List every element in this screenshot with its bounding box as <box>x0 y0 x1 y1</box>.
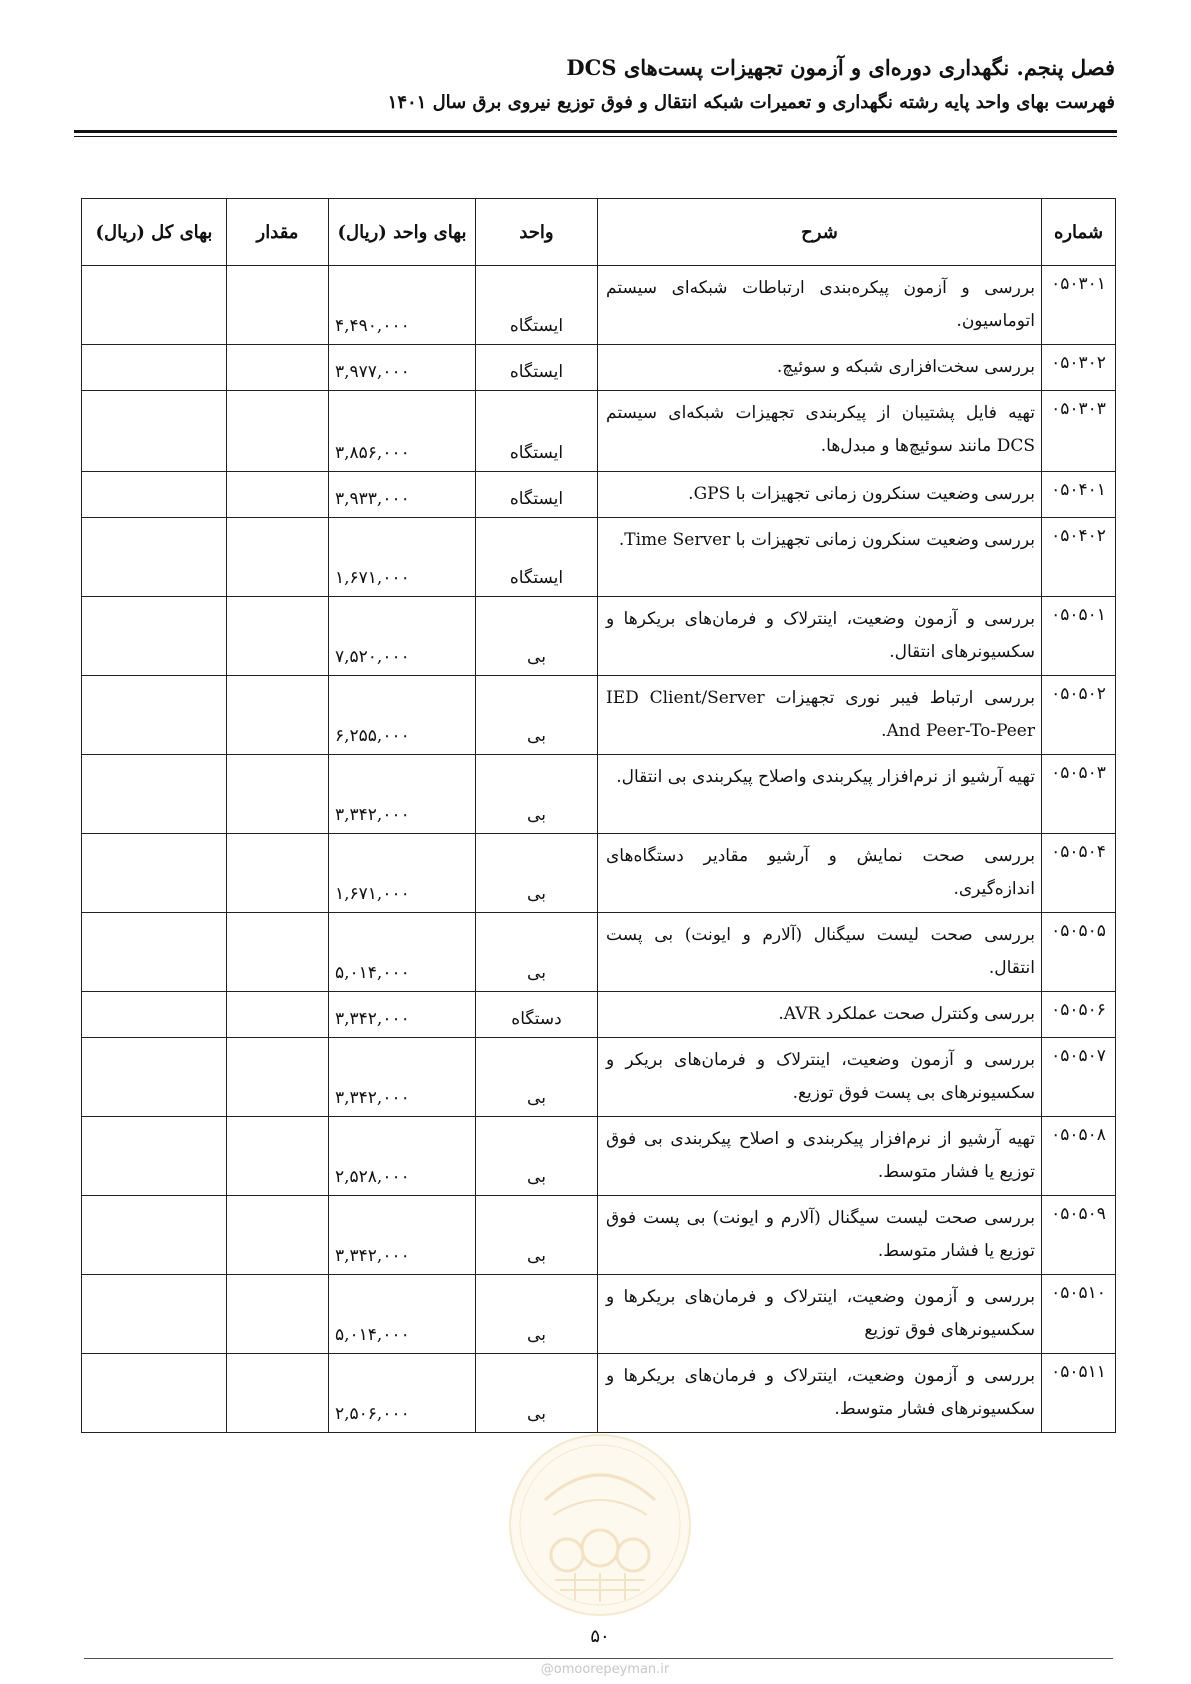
table-row <box>82 1038 1116 1117</box>
item-unit: ایستگاه <box>476 391 598 472</box>
page-number: ۵۰ <box>590 1626 610 1647</box>
item-unit-price: ۱,۶۷۱,۰۰۰ <box>329 518 476 597</box>
page-header <box>76 52 1115 118</box>
item-number: ۰۵۰۳۰۳ <box>1042 391 1116 472</box>
item-quantity <box>227 1117 329 1196</box>
item-number: ۰۵۰۵۰۵ <box>1042 913 1116 992</box>
item-quantity <box>227 755 329 834</box>
item-quantity <box>227 266 329 345</box>
item-total-price <box>82 391 227 472</box>
item-unit: بی <box>476 676 598 755</box>
item-description: بررسی ارتباط فیبر نوری تجهیزات IED Client/Server And Peer-To-Peer. <box>598 676 1042 755</box>
item-unit-price: ۶,۲۵۵,۰۰۰ <box>329 676 476 755</box>
item-total-price <box>82 834 227 913</box>
item-total-price <box>82 345 227 391</box>
item-total-price <box>82 1117 227 1196</box>
item-number: ۰۵۰۵۰۹ <box>1042 1196 1116 1275</box>
item-description: بررسی صحت لیست سیگنال (آلارم و ایونت) بی پست فوق توزیع یا فشار متوسط. <box>598 1196 1042 1275</box>
table-row <box>82 597 1116 676</box>
item-number: ۰۵۰۵۰۱ <box>1042 597 1116 676</box>
item-description: بررسی و آزمون پیکره‌بندی ارتباطات شبکه‌ای سیستم اتوماسیون. <box>598 266 1042 345</box>
table-row <box>82 391 1116 472</box>
item-number: ۰۵۰۵۰۷ <box>1042 1038 1116 1117</box>
column-header-quantity: مقدار <box>227 199 329 266</box>
item-unit-price: ۳,۳۴۲,۰۰۰ <box>329 1038 476 1117</box>
item-total-price <box>82 992 227 1038</box>
item-description: بررسی وضعیت سنکرون زمانی تجهیزات با Time Server. <box>598 518 1042 597</box>
item-unit-price: ۵,۰۱۴,۰۰۰ <box>329 1275 476 1354</box>
item-unit: بی <box>476 1196 598 1275</box>
item-unit-price: ۳,۸۵۶,۰۰۰ <box>329 391 476 472</box>
column-header-unit-price: بهای واحد (ریال) <box>329 199 476 266</box>
column-header-number: شماره <box>1042 199 1116 266</box>
item-description: بررسی و آزمون وضعیت، اینترلاک و فرمان‌های بریکرها و سکسیونرهای فشار متوسط. <box>598 1354 1042 1433</box>
item-unit-price: ۳,۳۴۲,۰۰۰ <box>329 755 476 834</box>
item-unit-price: ۳,۳۴۲,۰۰۰ <box>329 1196 476 1275</box>
item-unit-price: ۴,۴۹۰,۰۰۰ <box>329 266 476 345</box>
item-unit-price: ۲,۵۲۸,۰۰۰ <box>329 1117 476 1196</box>
item-unit-price: ۳,۹۳۳,۰۰۰ <box>329 472 476 518</box>
table-row <box>82 266 1116 345</box>
item-unit: بی <box>476 834 598 913</box>
header-rule-thin <box>74 136 1117 137</box>
item-unit: بی <box>476 1117 598 1196</box>
item-number: ۰۵۰۵۰۶ <box>1042 992 1116 1038</box>
item-quantity <box>227 345 329 391</box>
item-quantity <box>227 834 329 913</box>
item-unit-price: ۱,۶۷۱,۰۰۰ <box>329 834 476 913</box>
table-row <box>82 676 1116 755</box>
item-number: ۰۵۰۳۰۲ <box>1042 345 1116 391</box>
table-row <box>82 1117 1116 1196</box>
item-quantity <box>227 1354 329 1433</box>
header-rule-thick <box>74 130 1117 133</box>
item-unit: ایستگاه <box>476 472 598 518</box>
item-total-price <box>82 913 227 992</box>
table-row <box>82 992 1116 1038</box>
item-unit: بی <box>476 1354 598 1433</box>
item-description: بررسی صحت لیست سیگنال (آلارم و ایونت) بی پست انتقال. <box>598 913 1042 992</box>
table-row <box>82 1275 1116 1354</box>
item-description: بررسی و آزمون وضعیت، اینترلاک و فرمان‌های بریکرها و سکسیونرهای فوق توزیع <box>598 1275 1042 1354</box>
item-description: بررسی وکنترل صحت عملکرد AVR. <box>598 992 1042 1038</box>
item-total-price <box>82 1196 227 1275</box>
item-unit-price: ۷,۵۲۰,۰۰۰ <box>329 597 476 676</box>
item-total-price <box>82 755 227 834</box>
item-unit: بی <box>476 1275 598 1354</box>
item-quantity <box>227 913 329 992</box>
item-unit: ایستگاه <box>476 518 598 597</box>
item-total-price <box>82 472 227 518</box>
item-total-price <box>82 676 227 755</box>
footer-rule <box>84 1658 1113 1659</box>
item-unit: ایستگاه <box>476 345 598 391</box>
item-number: ۰۵۰۵۰۲ <box>1042 676 1116 755</box>
item-unit-price: ۳,۹۷۷,۰۰۰ <box>329 345 476 391</box>
omoore-peyman-watermark-logo <box>505 1430 695 1620</box>
item-total-price <box>82 1038 227 1117</box>
item-unit: ایستگاه <box>476 266 598 345</box>
table-row <box>82 755 1116 834</box>
item-total-price <box>82 1275 227 1354</box>
item-description: تهیه آرشیو از نرم‌افزار پیکربندی و اصلاح پیکربندی بی فوق توزیع یا فشار متوسط. <box>598 1117 1042 1196</box>
item-description: بررسی وضعیت سنکرون زمانی تجهیزات با GPS. <box>598 472 1042 518</box>
table-row <box>82 472 1116 518</box>
item-quantity <box>227 518 329 597</box>
item-description: بررسی صحت نمایش و آرشیو مقادیر دستگاه‌های اندازه‌گیری. <box>598 834 1042 913</box>
item-total-price <box>82 1354 227 1433</box>
item-unit-price: ۲,۵۰۶,۰۰۰ <box>329 1354 476 1433</box>
price-table <box>81 198 1116 1433</box>
column-header-total-price: بهای کل (ریال) <box>82 199 227 266</box>
item-unit: دستگاه <box>476 992 598 1038</box>
item-number: ۰۵۰۵۰۴ <box>1042 834 1116 913</box>
item-quantity <box>227 1038 329 1117</box>
item-total-price <box>82 266 227 345</box>
item-quantity <box>227 1196 329 1275</box>
website-watermark: @omoorepeyman.ir <box>540 1662 670 1677</box>
item-description: بررسی سخت‌افزاری شبکه و سوئیچ. <box>598 345 1042 391</box>
table-row <box>82 1196 1116 1275</box>
item-unit: بی <box>476 1038 598 1117</box>
item-total-price <box>82 597 227 676</box>
item-quantity <box>227 597 329 676</box>
table-header-row <box>82 199 1116 266</box>
table-row <box>82 518 1116 597</box>
item-number: ۰۵۰۵۱۰ <box>1042 1275 1116 1354</box>
item-description: بررسی و آزمون وضعیت، اینترلاک و فرمان‌های بریکر و سکسیونرهای بی پست فوق توزیع. <box>598 1038 1042 1117</box>
item-quantity <box>227 472 329 518</box>
item-unit: بی <box>476 755 598 834</box>
item-number: ۰۵۰۵۰۸ <box>1042 1117 1116 1196</box>
item-total-price <box>82 518 227 597</box>
item-description: تهیه فایل پشتیبان از پیکربندی تجهیزات شبکه‌ای سیستم DCS مانند سوئیچ‌ها و مبدل‌ها. <box>598 391 1042 472</box>
table-row <box>82 834 1116 913</box>
item-unit-price: ۵,۰۱۴,۰۰۰ <box>329 913 476 992</box>
item-quantity <box>227 1275 329 1354</box>
item-unit-price: ۳,۳۴۲,۰۰۰ <box>329 992 476 1038</box>
item-quantity <box>227 992 329 1038</box>
item-number: ۰۵۰۵۱۱ <box>1042 1354 1116 1433</box>
column-header-description: شرح <box>598 199 1042 266</box>
table-row <box>82 913 1116 992</box>
column-header-unit: واحد <box>476 199 598 266</box>
item-unit: بی <box>476 597 598 676</box>
item-unit: بی <box>476 913 598 992</box>
item-number: ۰۵۰۵۰۳ <box>1042 755 1116 834</box>
item-description: بررسی و آزمون وضعیت، اینترلاک و فرمان‌های بریکرها و سکسیونرهای انتقال. <box>598 597 1042 676</box>
item-quantity <box>227 391 329 472</box>
item-number: ۰۵۰۳۰۱ <box>1042 266 1116 345</box>
item-quantity <box>227 676 329 755</box>
chapter-title: فصل پنجم. نگهداری دوره‌ای و آزمون تجهیزات پست‌های DCS <box>566 55 1115 80</box>
item-description: تهیه آرشیو از نرم‌افزار پیکربندی واصلاح پیکربندی بی انتقال. <box>598 755 1042 834</box>
table-row <box>82 345 1116 391</box>
price-list-title: فهرست بهای واحد پایه رشته نگهداری و تعمیرات شبکه انتقال و فوق توزیع نیروی برق سال ۱۴۰۱ <box>387 92 1115 113</box>
table-row <box>82 1354 1116 1433</box>
item-number: ۰۵۰۴۰۲ <box>1042 518 1116 597</box>
item-number: ۰۵۰۴۰۱ <box>1042 472 1116 518</box>
